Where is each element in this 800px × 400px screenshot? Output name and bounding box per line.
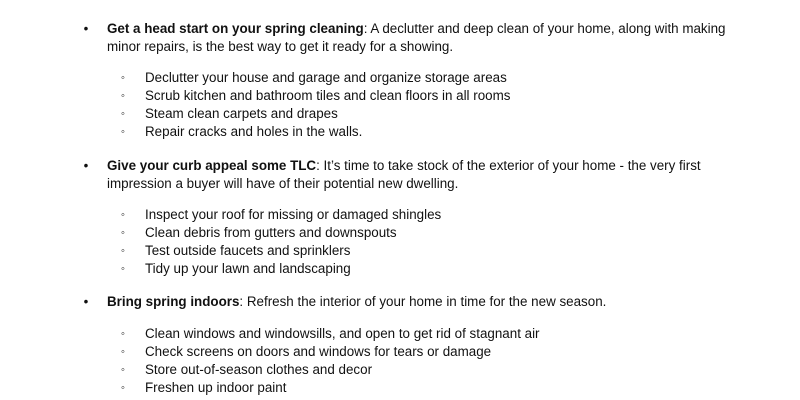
sub-bullet-icon: ◦: [121, 126, 125, 138]
list-item-text: Tidy up your lawn and landscaping: [145, 261, 351, 276]
list-item: [0, 206, 800, 224]
list-item-text: Inspect your roof for missing or damaged shingles: [145, 207, 442, 222]
bullet-icon: •: [83, 21, 89, 36]
section-spring-indoors: [0, 293, 800, 397]
sub-bullet-icon: ◦: [121, 227, 125, 239]
sub-bullet-icon: ◦: [121, 90, 125, 102]
section-lead: Bring spring indoors: [107, 294, 240, 309]
list-item: [0, 224, 800, 242]
list-item: [0, 242, 800, 260]
list-item: [0, 325, 800, 343]
list-item-text: Clean debris from gutters and downspouts: [145, 225, 397, 240]
list-item: [0, 260, 800, 278]
list-item-text: Scrub kitchen and bathroom tiles and clean floors in all rooms: [145, 88, 511, 103]
list-item: [0, 87, 800, 105]
sub-bullet-icon: ◦: [121, 382, 125, 394]
sub-bullet-icon: ◦: [121, 209, 125, 221]
list-item-text: Steam clean carpets and drapes: [145, 106, 338, 121]
section-spring-cleaning: [0, 20, 800, 141]
main-bullet-item: [0, 293, 800, 311]
section-curb-appeal: [0, 157, 800, 278]
list-item: [0, 105, 800, 123]
section-text: : A declutter and deep clean of your home, along with making minor repairs, is the best way to get it ready for a showing.: [107, 21, 726, 54]
sub-bullet-icon: ◦: [121, 364, 125, 376]
main-bullet-item: [0, 20, 800, 56]
main-bullet-item: [0, 157, 800, 193]
list-item-text: Test outside faucets and sprinklers: [145, 243, 351, 258]
list-item: [0, 361, 800, 379]
list-item-text: Clean windows and windowsills, and open to get rid of stagnant air: [145, 326, 540, 341]
bullet-icon: •: [83, 294, 89, 309]
sub-bullet-icon: ◦: [121, 328, 125, 340]
list-item-text: Repair cracks and holes in the walls.: [145, 124, 363, 139]
list-item: [0, 343, 800, 361]
section-text: : It’s time to take stock of the exterior of your home - the very first impression a buyer will have of their potential new dwelling.: [107, 158, 701, 191]
list-item: [0, 123, 800, 141]
section-lead: Get a head start on your spring cleaning: [107, 21, 364, 36]
sub-bullet-icon: ◦: [121, 72, 125, 84]
list-item-text: Check screens on doors and windows for tears or damage: [145, 344, 492, 359]
list-item: [0, 379, 800, 397]
sub-bullet-icon: ◦: [121, 263, 125, 275]
sub-bullet-icon: ◦: [121, 108, 125, 120]
list-item-text: Freshen up indoor paint: [145, 380, 287, 395]
section-text: : Refresh the interior of your home in time for the new season.: [239, 294, 607, 309]
sub-list: [0, 206, 800, 278]
list-item: [0, 69, 800, 87]
section-lead: Give your curb appeal some TLC: [107, 158, 317, 173]
sub-list: [0, 325, 800, 397]
sub-list: [0, 69, 800, 141]
bullet-icon: •: [83, 158, 89, 173]
sub-bullet-icon: ◦: [121, 245, 125, 257]
list-item-text: Declutter your house and garage and organize storage areas: [145, 70, 507, 85]
sub-bullet-icon: ◦: [121, 346, 125, 358]
list-item-text: Store out-of-season clothes and decor: [145, 362, 373, 377]
